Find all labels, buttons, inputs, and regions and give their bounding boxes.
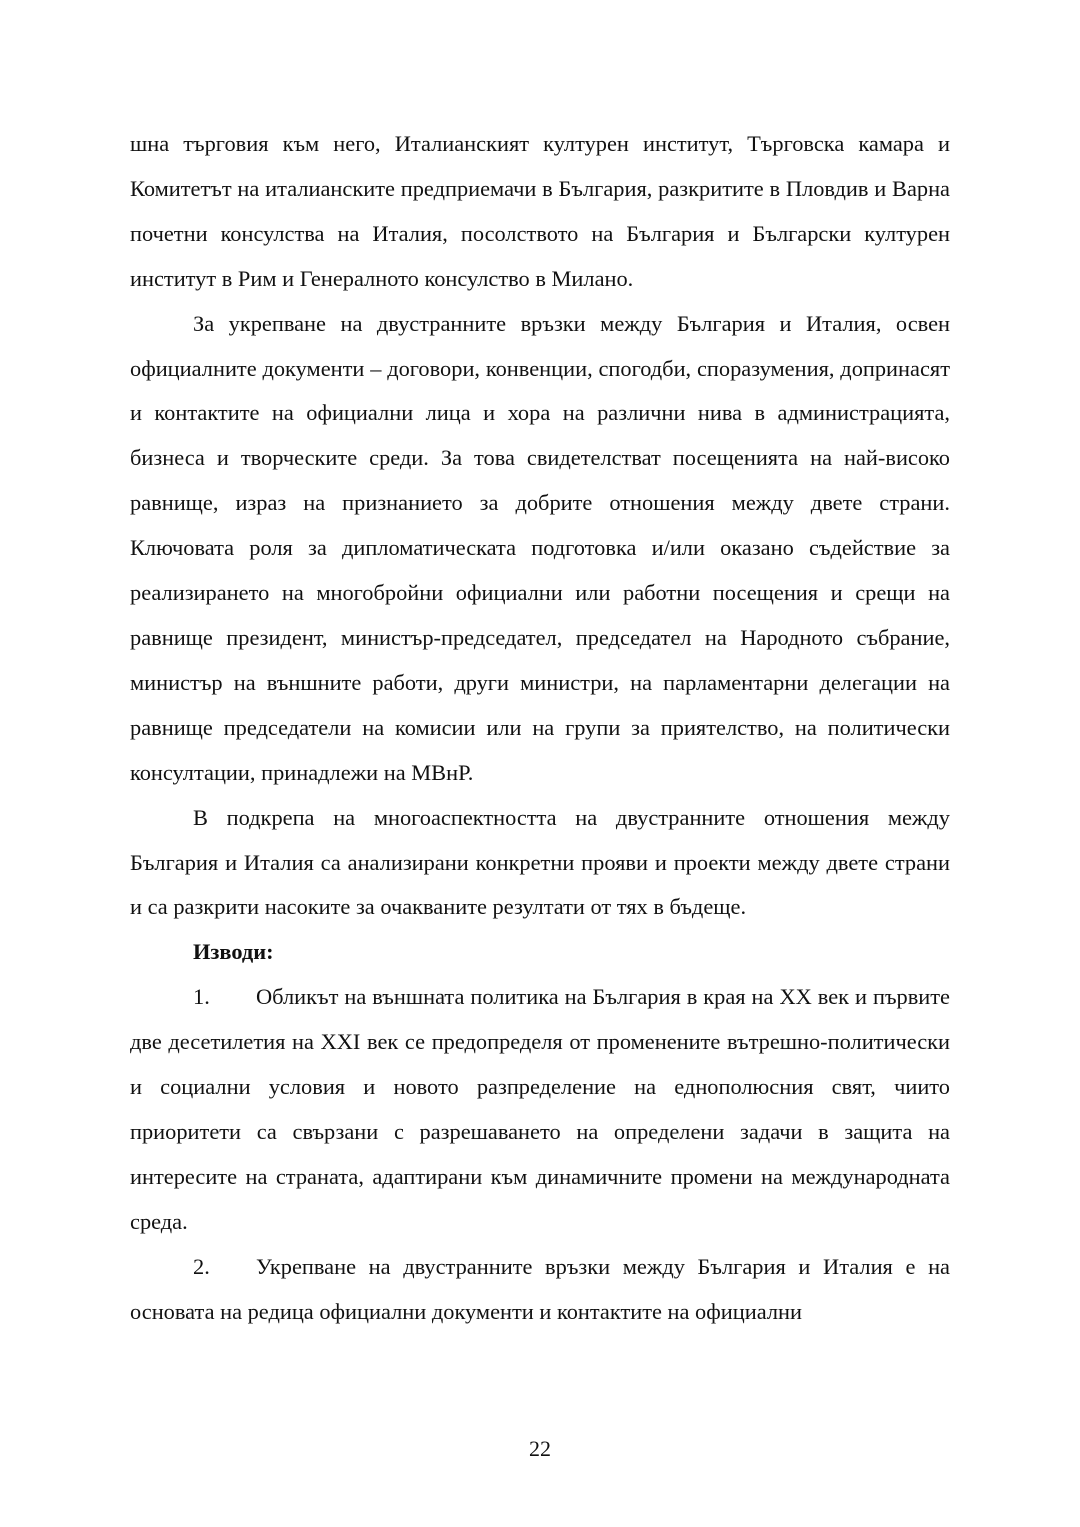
- page-number: 22: [529, 1436, 551, 1461]
- page-body: [130, 122, 950, 1334]
- conclusion-item-1: [130, 975, 950, 1244]
- conclusion-text-1: Обликът на външната политика на България в края на XX век и първите две десетилетия на XXI век се предопределя от променените вътрешно-политически и социални условия и новото разпределение на еднополюсния свят, чиито приоритети са свързани с разрешаването на определени задачи в защита на интересите на страната, адаптирани към динамичните промени на международната среда.: [130, 984, 950, 1234]
- conclusion-text-2: Укрепване на двустранните връзки между България и Италия е на основата на редица официални документи и контактите на официални: [130, 1253, 950, 1324]
- conclusion-number-1: 1.: [193, 984, 210, 1010]
- paragraph-multiaspect: В подкрепа на многоаспектността на двустранните отношения между България и Италия са анализирани конкретни прояви и проекти между двете страни и са разкрити насоките за очакваните резултати от тях в бъдеще.: [130, 804, 950, 920]
- conclusion-number-2: 2.: [193, 1253, 210, 1279]
- paragraph-bilateral-relations: За укрепване на двустранните връзки между България и Италия, освен официалните документи – договори, конвенции, спогодби, споразумения, допринасят и контактите на официални лица и хора на различни нива в администрацията, бизнеса и творческите среди. За това свидетелстват посещенията на най-високо равнище, израз на признанието за добрите отношения между двете страни. Ключовата роля за дипломатическата подготовка и/или оказано съдействие за реализирането на многобройни официални или работни посещения и срещи на равнище президент, министър-председател, председател на Народното събрание, министър на външните работи, други министри, на парламентарни делегации на равнище председатели на комисии или на групи за приятелство, на политически консултации, принадлежи на МВнР.: [130, 310, 950, 785]
- paragraph-continuation: шна търговия към него, Италианският културен институт, Търговска камара и Комитетът на италианските предприемачи в България, разкритите в Пловдив и Варна почетни консулства на Италия, посолството на България и Български културен институт в Рим и Генералното консулство в Милано.: [130, 131, 950, 291]
- conclusion-item-2: [130, 1245, 950, 1335]
- conclusions-heading: Изводи:: [193, 939, 274, 965]
